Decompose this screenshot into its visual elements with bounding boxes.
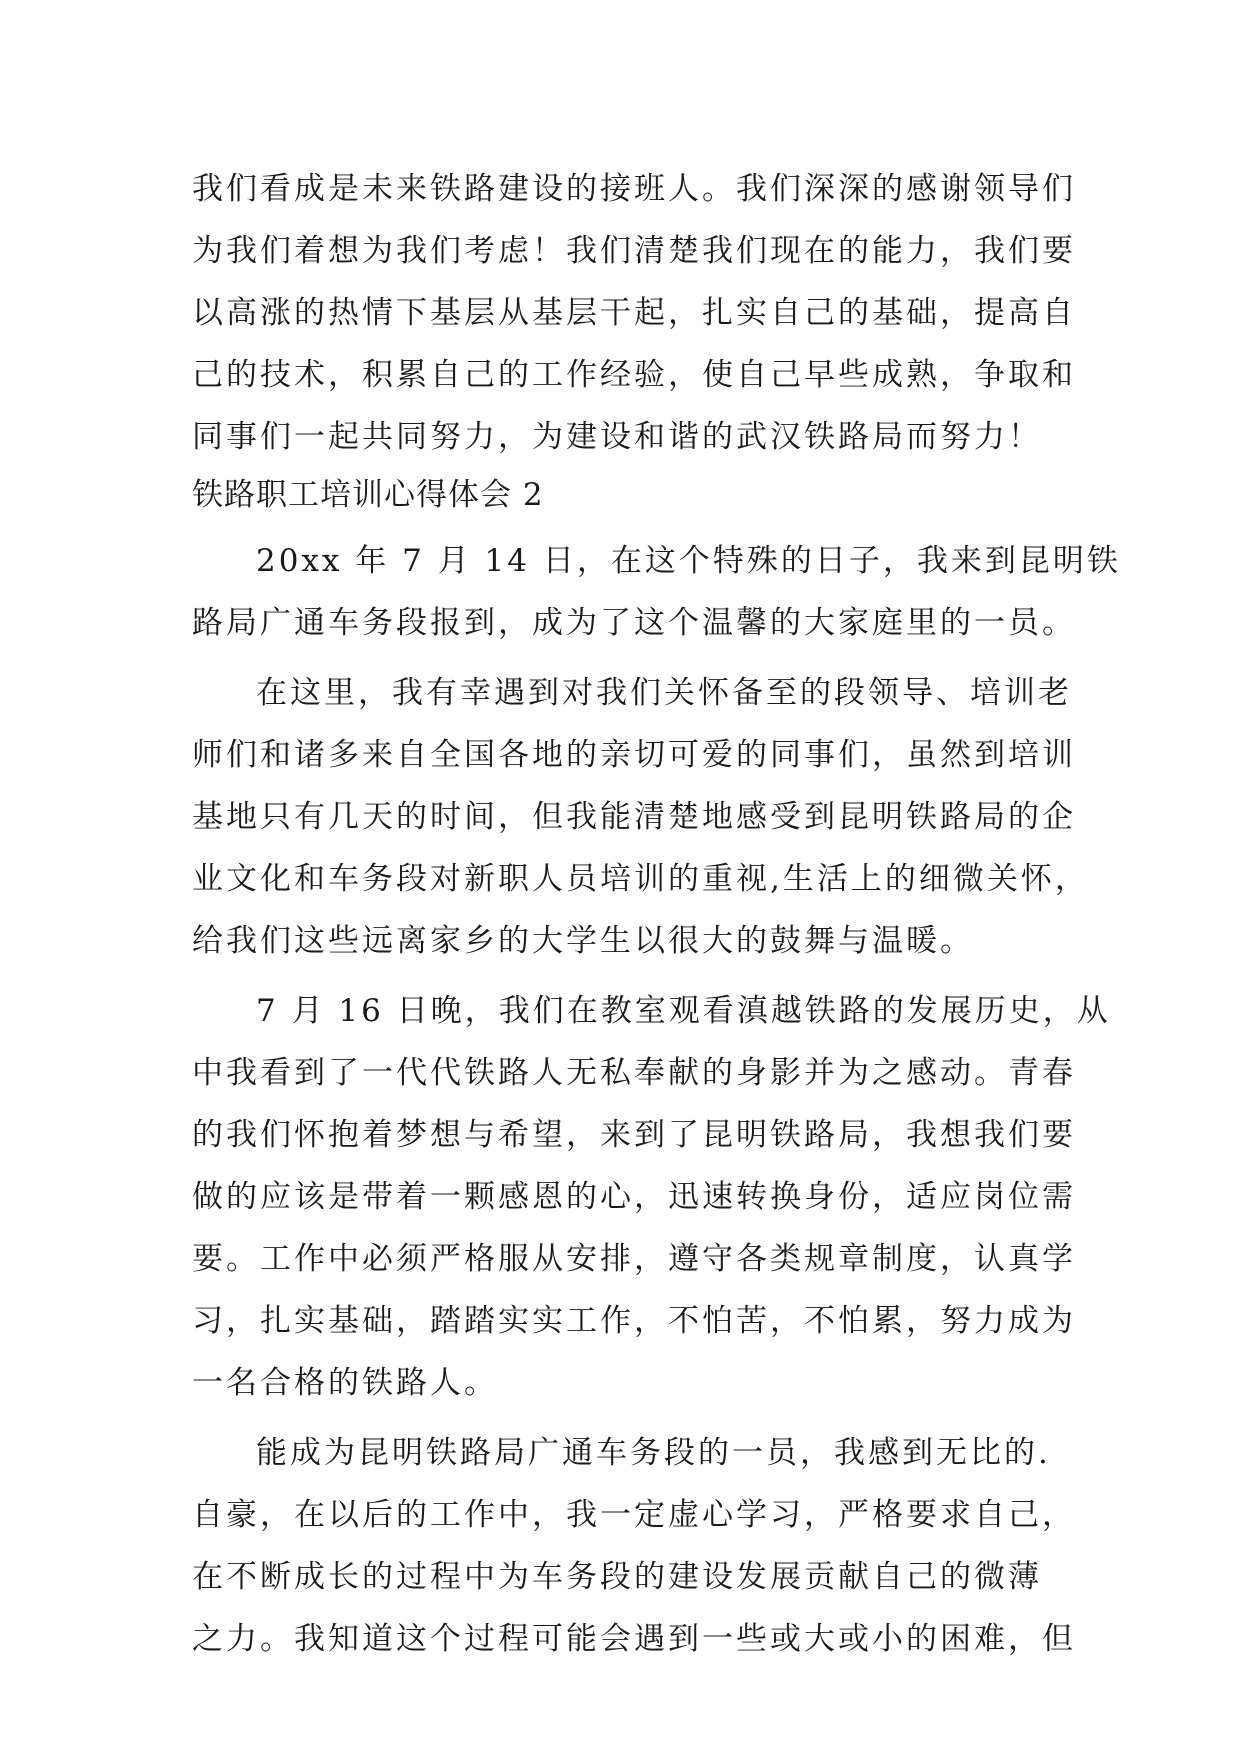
text-line: 一名合格的铁路人。 [192, 1365, 498, 1401]
text-line: 师们和诸多来自全国各地的亲切可爱的同事们，虽然到培训 [192, 737, 1076, 773]
text-line: 己的技术，积累自己的工作经验，使自己早些成熟，争取和 [192, 357, 1076, 393]
text-line: 之力。我知道这个过程可能会遇到一些或大或小的困难，但 [192, 1621, 1076, 1657]
text-line: 业文化和车务段对新职人员培训的重视,生活上的细微关怀， [192, 861, 1089, 897]
text-line: 为我们着想为我们考虑！我们清楚我们现在的能力，我们要 [192, 233, 1076, 269]
text-line: 以高涨的热情下基层从基层干起，扎实自己的基础，提高自 [192, 295, 1076, 331]
document-body [192, 158, 1121, 1670]
text-line: 给我们这些远离家乡的大学生以很大的鼓舞与温暖。 [192, 923, 974, 959]
text-line: 能成为昆明铁路局广通车务段的一员，我感到无比的. [256, 1435, 1051, 1471]
text-line: 的我们怀抱着梦想与希望，来到了昆明铁路局，我想我们要 [192, 1117, 1076, 1153]
text-line: 同事们一起共同努力，为建设和谐的武汉铁路局而努力！ [192, 419, 1042, 455]
text-line: 我们看成是未来铁路建设的接班人。我们深深的感谢领导们 [192, 171, 1076, 207]
text-line: 20xx 年 7 月 14 日，在这个特殊的日子，我来到昆明铁 [256, 543, 1121, 579]
text-line: 做的应该是带着一颗感恩的心，迅速转换身份，适应岗位需 [192, 1179, 1076, 1215]
text-line: 在不断成长的过程中为车务段的建设发展贡献自己的微薄 [192, 1559, 1042, 1595]
text-line: 习，扎实基础，踏踏实实工作，不怕苦，不怕累，努力成为 [192, 1303, 1076, 1339]
text-line: 基地只有几天的时间，但我能清楚地感受到昆明铁路局的企 [192, 799, 1076, 835]
text-line: 中我看到了一代代铁路人无私奉献的身影并为之感动。青春 [192, 1055, 1076, 1091]
text-line: 路局广通车务段报到，成为了这个温馨的大家庭里的一员。 [192, 605, 1076, 641]
text-line: 在这里，我有幸遇到对我们关怀备至的段领导、培训老 [256, 675, 1072, 711]
section-heading: 铁路职工培训心得体会 2 [192, 477, 544, 513]
text-line: 要。工作中必须严格服从安排，遵守各类规章制度，认真学 [192, 1241, 1076, 1277]
text-line: 自豪，在以后的工作中，我一定虚心学习，严格要求自己， [192, 1497, 1076, 1533]
text-line: 7 月 16 日晚，我们在教室观看滇越铁路的发展历史，从 [256, 993, 1111, 1029]
